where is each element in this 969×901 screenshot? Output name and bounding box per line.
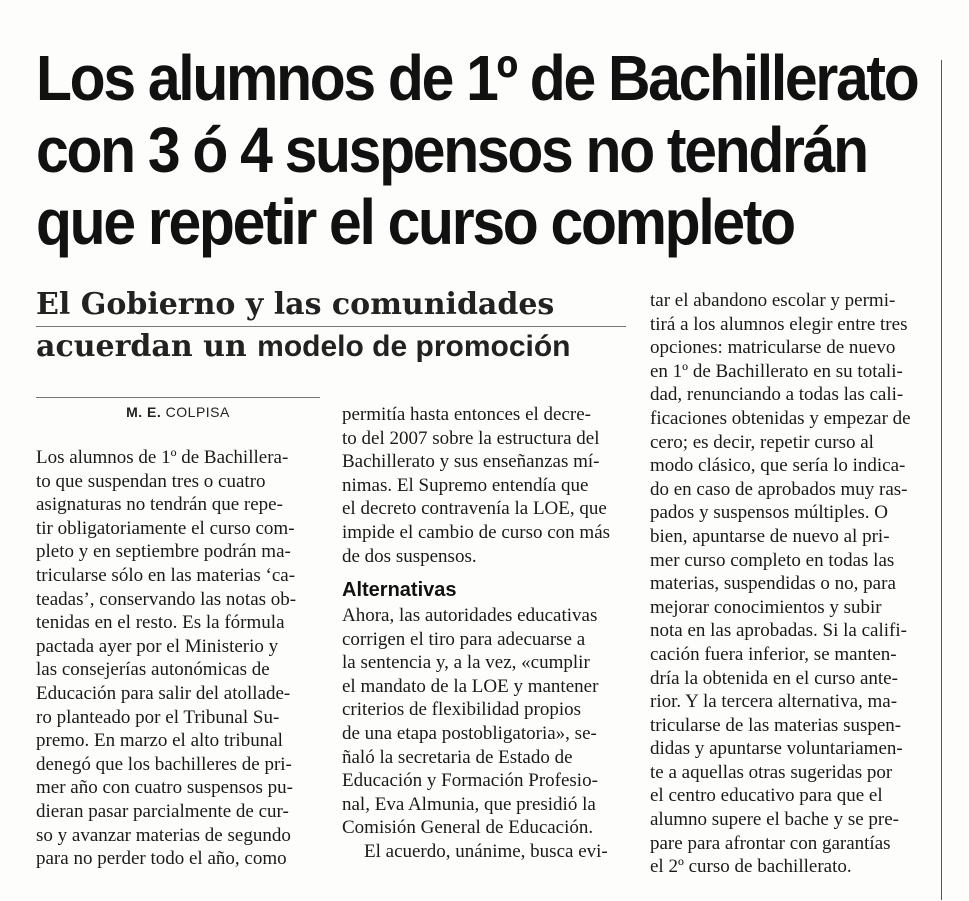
text-line: tir obligatoriamente el curso com- — [36, 517, 295, 539]
subhead-emphasis: modelo de promoción — [257, 330, 571, 363]
text-line: pare para afrontar con garantías — [650, 832, 891, 854]
text-line: modo clásico, que sería lo indica- — [650, 455, 906, 477]
text-line: to del 2007 sobre la estructura del — [342, 427, 600, 449]
text-line: tricularse sólo en las materias ‘ca- — [36, 564, 296, 586]
text-line: mer curso completo en todas las — [650, 549, 895, 571]
text-line: tricularse de las materias suspen- — [650, 714, 902, 736]
text-line: pleto y en septiembre podrán ma- — [36, 541, 291, 563]
text-line: nimas. El Supremo entendía que — [342, 474, 589, 496]
text-line: de una etapa postobligatoria», se- — [342, 722, 597, 744]
article-column-2-top — [342, 403, 626, 568]
section-subheading: Alternativas — [342, 579, 457, 601]
text-line: el decreto contravenía la LOE, que — [342, 498, 607, 520]
text-line: to que suspendan tres o cuatro — [36, 470, 266, 492]
article-column-2-bottom — [342, 604, 626, 864]
text-line: el centro educativo para que el — [650, 785, 883, 807]
text-line: impide el cambio de curso con más — [342, 521, 611, 543]
text-line: ro planteado por el Tribunal Su- — [36, 706, 280, 728]
text-line: la sentencia y, a la vez, «cumplir — [342, 652, 590, 674]
article-column-3 — [650, 289, 934, 879]
headline-line: que repetir el curso completo — [36, 186, 794, 258]
text-line: Comisión General de Educación. — [342, 817, 594, 839]
text-line: cero; es decir, repetir curso al — [650, 431, 874, 453]
text-line: cación fuera inferior, se manten- — [650, 643, 897, 665]
subhead-divider — [36, 326, 626, 327]
byline-agency: COLPISA — [165, 404, 230, 420]
text-line: ñaló la secretaria de Estado de — [342, 746, 573, 768]
text-line: de dos suspensos. — [342, 545, 477, 567]
text-line: para no perder todo el año, como — [36, 848, 287, 870]
text-line: Educación y Formación Profesio- — [342, 770, 598, 792]
text-line: dieran pasar parcialmente de cur- — [36, 800, 289, 822]
text-line: nota en las aprobadas. Si la califi- — [650, 620, 907, 642]
text-line: dad, renunciando a todas las cali- — [650, 384, 904, 406]
byline-author: M. E. — [126, 404, 162, 420]
text-line: corrigen el tiro para adecuarse a — [342, 628, 586, 650]
text-line: nal, Eva Almunia, que presidió la — [342, 793, 596, 815]
text-line: alumno supere el bache y se pre- — [650, 809, 900, 831]
headline-line: con 3 ó 4 suspensos no tendrán — [36, 114, 867, 186]
byline-divider — [36, 397, 320, 398]
text-line: do en caso de aprobados muy ras- — [650, 478, 908, 500]
article-column-1 — [36, 446, 320, 871]
text-line: pactada ayer por el Ministerio y — [36, 635, 279, 657]
text-line: teadas’, conservando las notas ob- — [36, 588, 297, 610]
text-line: Ahora, las autoridades educativas — [342, 605, 598, 626]
text-line: materias, suspendidas o no, para — [650, 573, 896, 595]
text-line: las consejerías autonómicas de — [36, 659, 270, 681]
text-line: Bachillerato y sus enseñanzas mí- — [342, 451, 600, 473]
text-line: en 1º de Bachillerato en su totali- — [650, 360, 903, 382]
text-line: didas y apuntarse voluntariamen- — [650, 738, 903, 760]
text-line: tar el abandono escolar y permi- — [650, 290, 896, 311]
column-divider-right — [941, 60, 942, 900]
text-line: tirá a los alumnos elegir entre tres — [650, 313, 908, 335]
text-line: bien, apuntarse de nuevo al pri- — [650, 525, 890, 547]
text-line: el 2º curso de bachillerato. — [650, 856, 852, 878]
subhead-prefix: acuerdan un — [36, 329, 258, 364]
text-line: Educación para salir del atollade- — [36, 682, 291, 704]
byline — [36, 404, 320, 420]
text-line: mer año con cuatro suspensos pu- — [36, 777, 293, 799]
text-line: te a aquellas otras sugeridas por — [650, 761, 893, 783]
text-line: el mandato de la LOE y mantener — [342, 675, 599, 697]
text-line: so y avanzar materias de segundo — [36, 824, 291, 846]
text-line: dría la obtenida en el curso ante- — [650, 667, 898, 689]
text-line: denegó que los bachilleres de pri- — [36, 753, 292, 775]
text-line: rior. Y la tercera alternativa, ma- — [650, 691, 898, 713]
text-line: premo. En marzo el alto tribunal — [36, 730, 283, 752]
text-line: opciones: matricularse de nuevo — [650, 337, 896, 359]
headline — [36, 42, 918, 258]
text-line: criterios de flexibilidad propios — [342, 699, 582, 721]
subhead-line-2 — [36, 326, 626, 368]
text-line: mejorar conocimientos y subir — [650, 596, 882, 618]
text-line: Los alumnos de 1º de Bachillera- — [36, 447, 289, 468]
text-line: permitía hasta entonces el decre- — [342, 404, 591, 425]
text-line: pados y suspensos múltiples. O — [650, 502, 889, 524]
subhead-line-1: El Gobierno y las comunidades — [36, 287, 555, 322]
text-line: asignaturas no tendrán que repe- — [36, 494, 283, 516]
text-line: El acuerdo, unánime, busca evi- — [364, 840, 608, 862]
text-line: ficaciones obtenidas y empezar de — [650, 407, 911, 429]
text-line: tenidas en el resto. Es la fórmula — [36, 612, 285, 634]
headline-line: Los alumnos de 1º de Bachillerato — [36, 42, 918, 114]
